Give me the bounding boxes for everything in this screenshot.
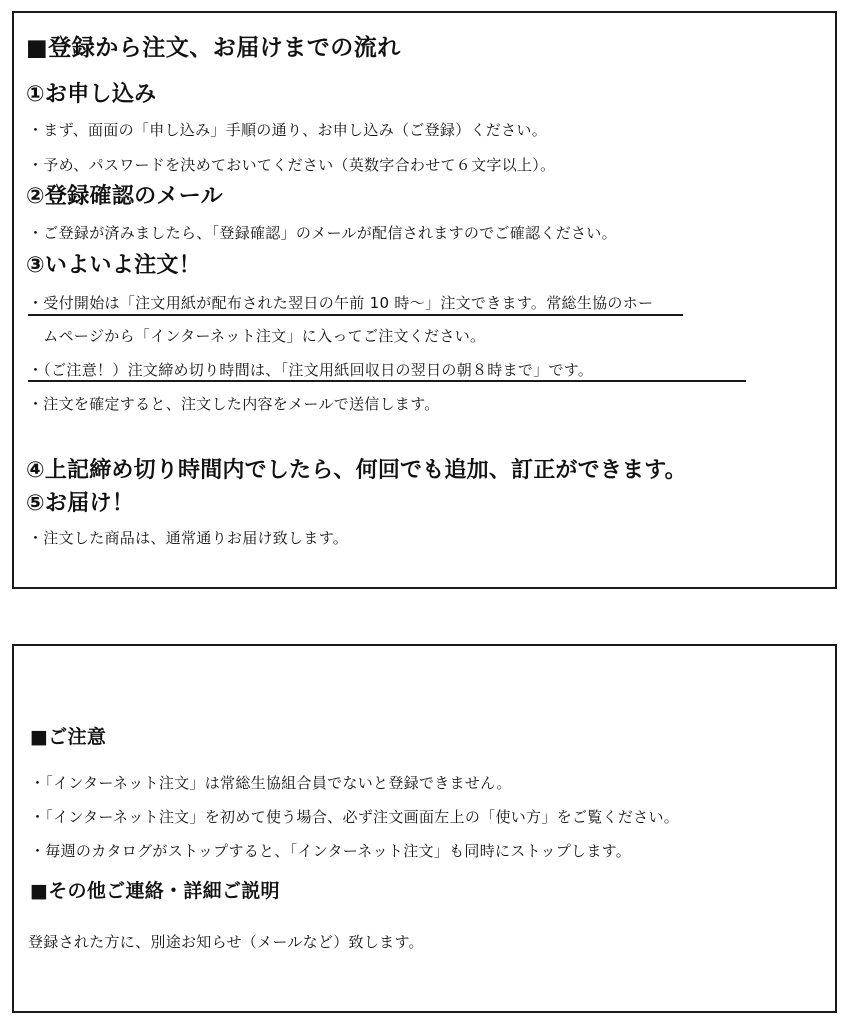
step3-bullet-2-underline xyxy=(28,380,746,382)
step1-bullet-2: ・予め、パスワードを決めておいてください（英数字合わせて６文字以上）。 xyxy=(28,156,556,174)
step4-heading: ④上記締め切り時間内でしたら、何回でも追加、訂正ができます。 xyxy=(26,458,687,483)
step2-heading: ②登録確認のメール xyxy=(26,184,223,209)
notice-bullet-2: ・「インターネット注文」を初めて使う場合、必ず注文画面左上の「使い方」をご覧ください。 xyxy=(30,808,680,826)
notice-bullet-1: ・「インターネット注文」は常総生協組合員でないと登録できません。 xyxy=(30,774,512,792)
step3-heading: ③いよいよ注文！ xyxy=(26,253,202,278)
step1-heading: ①お申し込み xyxy=(26,82,157,107)
step3-bullet-2: ・（ご注意！）注文締め切り時間は、「注文用紙回収日の翌日の朝８時まで」です。 xyxy=(28,361,594,379)
step3-bullet-1: ・受付開始は「注文用紙が配布された翌日の午前 10 時～」注文できます。常総生協のホー xyxy=(28,294,654,312)
contact-text: 登録された方に、別途お知らせ（メールなど）致します。 xyxy=(28,933,424,951)
step3-bullet-1-cont: ムページから「インターネット注文」に入ってご注文ください。 xyxy=(28,327,486,345)
notice-bullet-3: ・毎週のカタログがストップすると、「インターネット注文」も同時にストップします。 xyxy=(30,842,632,860)
notice-panel xyxy=(12,644,837,1013)
step3-bullet-3: ・注文を確定すると、注文した内容をメールで送信します。 xyxy=(28,395,440,413)
step5-heading: ⑤お届け！ xyxy=(26,491,135,516)
step5-bullet-1: ・注文した商品は、通常通りお届け致します。 xyxy=(28,529,349,547)
step2-bullet-1: ・ご登録が済みましたら、「登録確認」のメールが配信されますのでご確認ください。 xyxy=(28,224,617,242)
flow-title: ■登録から注文、お届けまでの流れ xyxy=(26,35,401,61)
flow-panel xyxy=(12,11,837,589)
contact-heading: ■その他ご連絡・詳細ご説明 xyxy=(30,880,280,902)
notice-heading: ■ご注意 xyxy=(30,726,107,748)
step1-bullet-1: ・まず、面面の「申し込み」手順の通り、お申し込み（ご登録）ください。 xyxy=(28,121,548,139)
step3-bullet-1-underline xyxy=(28,314,683,316)
